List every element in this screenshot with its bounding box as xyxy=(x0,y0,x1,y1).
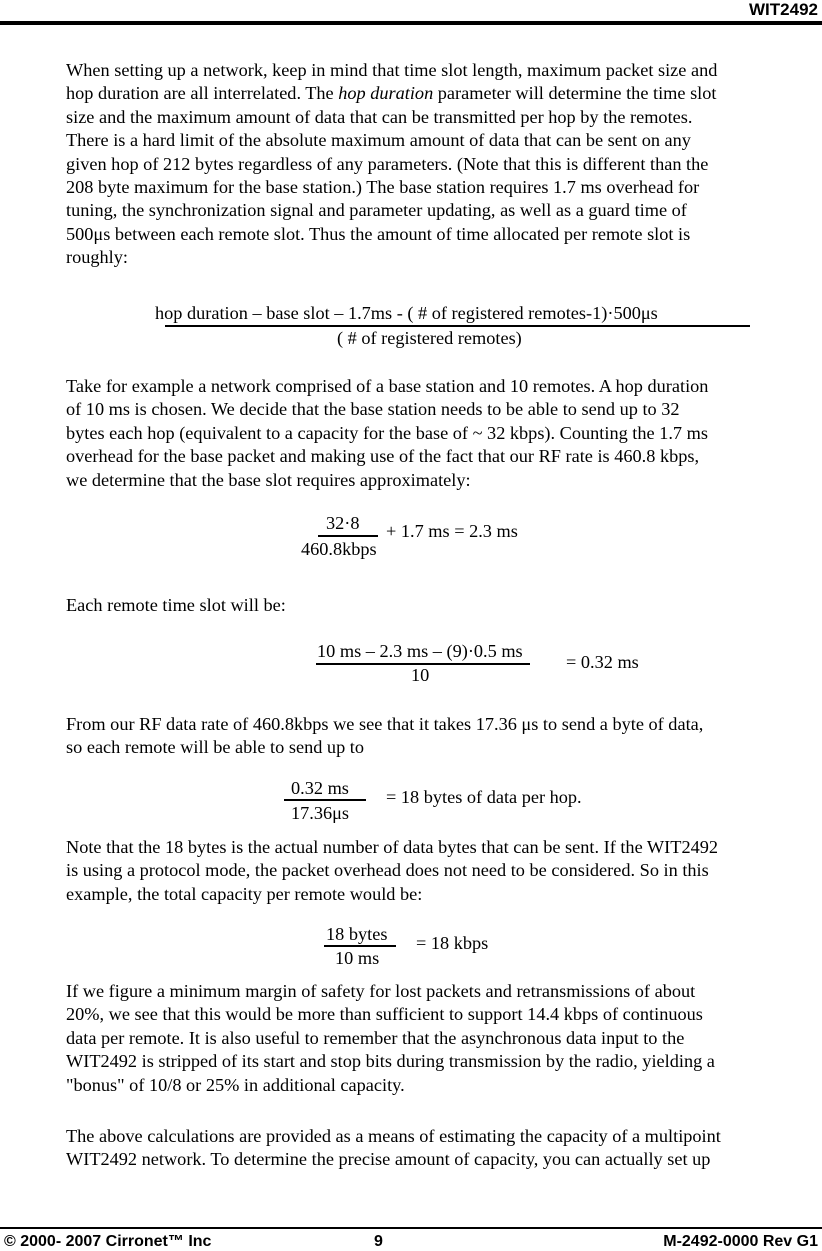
text-line: we determine that the base slot requires approximately: xyxy=(66,469,471,490)
paragraph-margin xyxy=(66,980,818,1097)
text-line: hop duration are all interrelated. The hop duration parameter will determine the time slot xyxy=(66,83,717,104)
text-line: given hop of 212 bytes regardless of any parameters. (Note that this is different than the xyxy=(66,153,709,174)
text-line: so each remote will be able to send up to xyxy=(66,737,364,758)
fraction-bar xyxy=(318,535,378,537)
text-line: is using a protocol mode, the packet overhead does not need to be considered. So in this xyxy=(66,860,709,881)
equation-base-slot-result: + 1.7 ms = 2.3 ms xyxy=(386,521,518,541)
text-line: 500μs between each remote slot. Thus the amount of time allocated per remote slot is xyxy=(66,223,691,244)
footer-document-id: M-2492-0000 Rev G1 xyxy=(663,1233,818,1250)
equation-bytes-denominator: 17.36μs xyxy=(291,803,350,823)
header-title: WIT2492 xyxy=(749,0,818,19)
equation-bytes-result: = 18 bytes of data per hop. xyxy=(386,787,582,807)
text-line: 208 byte maximum for the base station.) The base station requires 1.7 ms overhead for xyxy=(66,176,700,197)
text-line: "bonus" of 10/8 or 25% in additional capacity. xyxy=(66,1074,405,1095)
text-line: If we figure a minimum margin of safety for lost packets and retransmissions of about xyxy=(66,981,696,1001)
paragraph-data-rate xyxy=(66,713,818,760)
text-line: Take for example a network comprised of a base station and 10 remotes. A hop duration xyxy=(66,376,709,396)
text-line: data per remote. It is also useful to remember that the asynchronous data input to the xyxy=(66,1027,685,1048)
paragraph-example xyxy=(66,375,818,492)
equation-time-slot-numerator: 10 ms – 2.3 ms – (9)·0.5 ms xyxy=(317,641,523,661)
footer-page-number: 9 xyxy=(374,1233,383,1250)
text-line: bytes each hop (equivalent to a capacity for the base of ~ 32 kbps). Counting the 1.7 ms xyxy=(66,422,708,443)
text-line: size and the maximum amount of data that can be transmitted per hop by the remotes. xyxy=(66,106,693,127)
text-line: example, the total capacity per remote would be: xyxy=(66,883,423,904)
paragraph-conclusion xyxy=(66,1125,818,1172)
text-line: Note that the 18 bytes is the actual number of data bytes that can be sent. If the WIT2492 xyxy=(66,837,719,857)
text-line: tuning, the synchronization signal and parameter updating, as well as a guard time of xyxy=(66,200,687,221)
equation-capacity-result: = 18 kbps xyxy=(416,933,489,953)
fraction-bar xyxy=(165,325,750,327)
footer-rule xyxy=(0,1227,822,1229)
header-rule xyxy=(0,21,822,25)
equation-time-slot-denominator: 10 xyxy=(411,665,430,685)
fraction-bar xyxy=(324,945,396,947)
text-line: When setting up a network, keep in mind that time slot length, maximum packet size and xyxy=(66,60,718,80)
text-line: overhead for the base packet and making use of the fact that our RF rate is 460.8 kbps, xyxy=(66,446,700,467)
fraction-bar xyxy=(284,799,366,801)
equation-capacity-denominator: 10 ms xyxy=(335,948,380,968)
equation-base-slot-numerator: 32·8 xyxy=(326,513,360,533)
text-line: 20%, we see that this would be more than sufficient to support 14.4 kbps of continuous xyxy=(66,1004,703,1025)
paragraph-remote-slot xyxy=(66,594,818,617)
emphasis: hop duration xyxy=(338,83,434,104)
text-line: WIT2492 is stripped of its start and stop bits during transmission by the radio, yielding a xyxy=(66,1051,715,1072)
equation-time-slot-result: = 0.32 ms xyxy=(566,652,639,672)
paragraph-intro xyxy=(66,59,818,270)
equation-remote-slot-denominator: ( # of registered remotes) xyxy=(337,328,522,348)
text-line: There is a hard limit of the absolute maximum amount of data that can be sent on any xyxy=(66,130,691,151)
text-line: Each remote time slot will be: xyxy=(66,595,286,615)
text-line: WIT2492 network. To determine the precise amount of capacity, you can actually set up xyxy=(66,1149,711,1170)
footer-copyright: © 2000- 2007 Cirronet™ Inc xyxy=(4,1233,212,1250)
equation-remote-slot-numerator: hop duration – base slot – 1.7ms - ( # of registered remotes-1)·500μs xyxy=(155,303,658,323)
equation-capacity-numerator: 18 bytes xyxy=(326,924,388,944)
text-line: of 10 ms is chosen. We decide that the base station needs to be able to send up to 32 xyxy=(66,399,680,420)
equation-bytes-numerator: 0.32 ms xyxy=(291,778,349,798)
text-line: The above calculations are provided as a means of estimating the capacity of a multipoint xyxy=(66,1126,721,1146)
text-line: From our RF data rate of 460.8kbps we see that it takes 17.36 μs to send a byte of data, xyxy=(66,714,704,734)
equation-base-slot-denominator: 460.8kbps xyxy=(301,539,377,559)
paragraph-note xyxy=(66,836,818,906)
text-line: roughly: xyxy=(66,247,128,268)
